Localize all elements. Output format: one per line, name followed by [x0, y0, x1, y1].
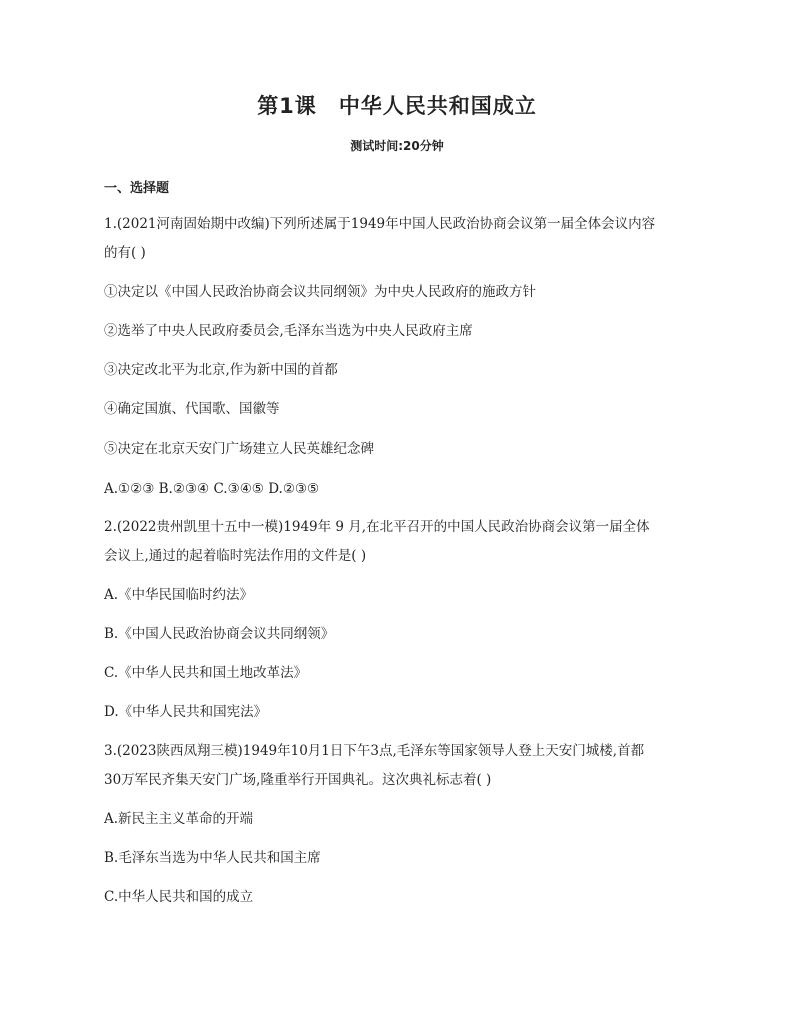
section-heading: 一、选择题: [104, 181, 170, 196]
q3-stem-line-1: 3.(2023陕西凤翔三模)1949年10月1日下午3点,毛泽东等国家领导人登上天安门城楼,首都: [104, 743, 645, 759]
q2-option-d: D.《中华人民共和国宪法》: [104, 704, 268, 720]
q1-statement-3: ③决定改北平为北京,作为新中国的首都: [104, 362, 338, 378]
q1-options: A.①②③ B.②③④ C.③④⑤ D.②③⑤: [104, 481, 320, 497]
q2-option-b: B.《中国人民政治协商会议共同纲领》: [104, 626, 335, 642]
q2-option-a: A.《中华民国临时约法》: [104, 587, 254, 603]
q3-option-c: C.中华人民共和国的成立: [104, 889, 254, 905]
lesson-number: 第1课: [257, 94, 317, 118]
q1-statement-2: ②选举了中央人民政府委员会,毛泽东当选为中央人民政府主席: [104, 323, 473, 339]
q1-statement-4: ④确定国旗、代国歌、国徽等: [104, 401, 280, 417]
q3-stem-line-2: 30万军民齐集天安门广场,隆重举行开国典礼。这次典礼标志着( ): [104, 772, 492, 788]
q1-stem-line-2: 的有( ): [104, 245, 146, 261]
q2-stem-line-2: 会议上,通过的起着临时宪法作用的文件是( ): [104, 548, 367, 564]
q2-option-c: C.《中华人民共和国土地改革法》: [104, 665, 308, 681]
q1-stem-line-1: 1.(2021河南固始期中改编)下列所述属于1949年中国人民政治协商会议第一届全体会议内容: [104, 216, 656, 232]
q2-stem-line-1: 2.(2022贵州凯里十五中一模)1949年 9 月,在北平召开的中国人民政治协商会议第一届全体: [104, 519, 650, 535]
q3-option-a: A.新民主主义革命的开端: [104, 811, 254, 827]
q1-statement-5: ⑤决定在北京天安门广场建立人民英雄纪念碑: [104, 441, 374, 457]
page-title: [0, 90, 794, 120]
test-time-note: 测试时间:20分钟: [350, 139, 444, 153]
q1-statement-1: ①决定以《中国人民政治协商会议共同纲领》为中央人民政府的施政方针: [104, 284, 536, 300]
q3-option-b: B.毛泽东当选为中华人民共和国主席: [104, 850, 321, 866]
lesson-title: 中华人民共和国成立: [338, 94, 537, 118]
